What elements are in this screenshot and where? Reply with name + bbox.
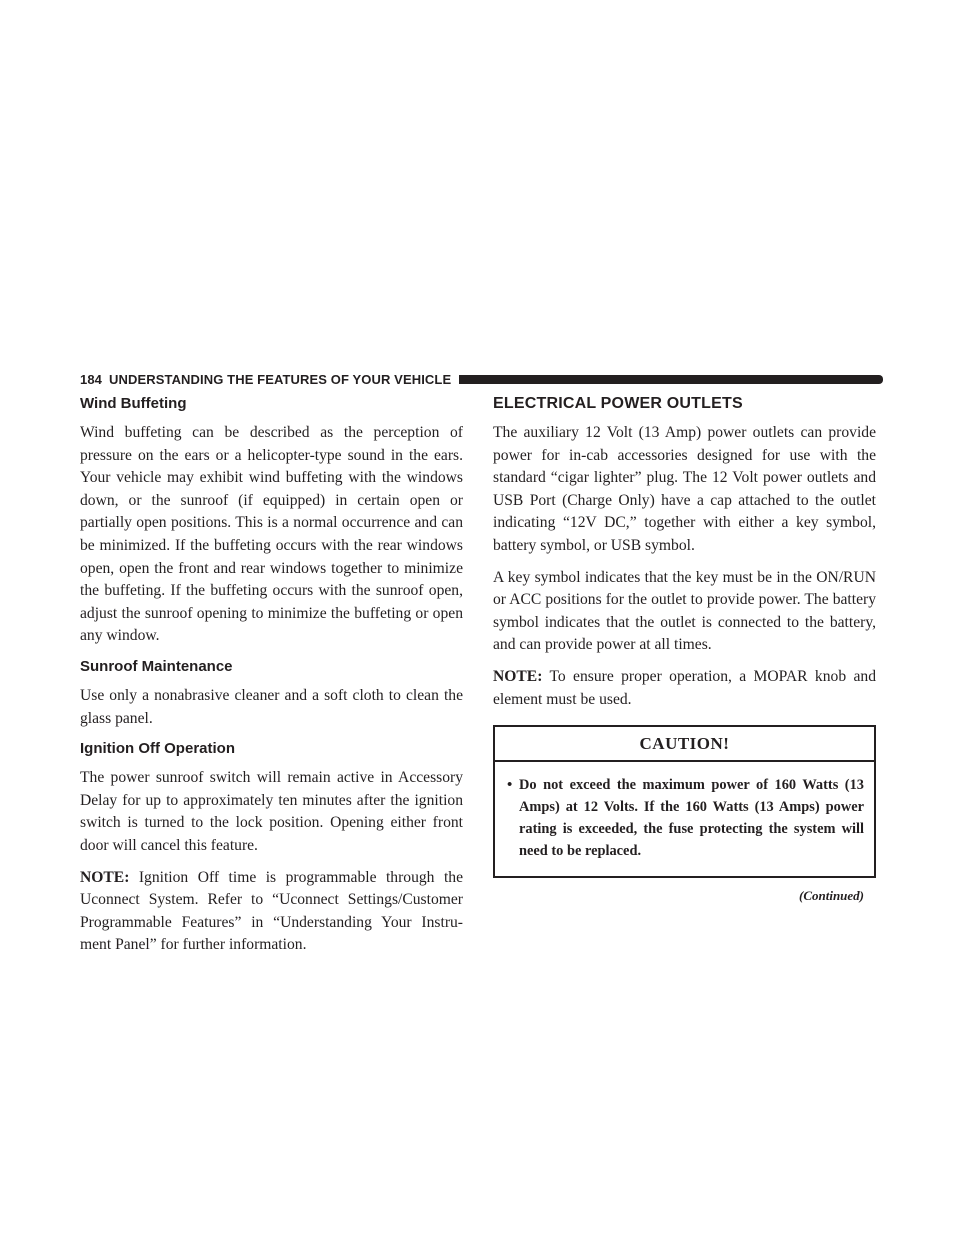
page-header [80,368,883,390]
sunroof-maintenance-heading: Sunroof Maintenance [80,657,233,675]
sunroof-maintenance-paragraph: Use only a nonabrasive cleaner and a soft cloth to clean the glass panel. [80,686,463,727]
section-title: UNDERSTANDING THE FEATURES OF YOUR VEHICLE [109,371,452,387]
page-number: 184 [80,371,102,387]
note-label: NOTE: [80,868,130,886]
power-outlets-note [493,666,876,711]
wind-buffeting-heading: Wind Buffeting [80,395,187,412]
caution-box [493,725,876,878]
power-outlets-paragraph-1: The auxiliary 12 Volt (13 Amp) power outlets can provide power for in-cab accessories designed for use with the standard “cigar lighter” plug. The 12 Volt power outlets and USB Port (Charge Only) have a cap attached to the outlet indicating “12V DC,” together with either a key symbol, battery symbol, or USB symbol. [493,424,876,554]
header-rule [459,375,883,384]
note-text: Ignition Off time is programmable through the Uconnect System. Refer to “Uconnect Settings/Customer Programmable Features” in “Understanding Your Instru-ment Panel” for further information. [80,868,463,954]
power-outlets-paragraph-2: A key symbol indicates that the key must be in the ON/RUN or ACC positions for the outlet to provide power. The battery symbol indicates that the outlet is connected to the battery, and can provide power at all times. [493,568,876,654]
note-text: To ensure proper operation, a MOPAR knob and element must be used. [493,667,876,708]
caution-text: Do not exceed the maximum power of 160 Watts (13 Amps) at 12 Volts. If the 160 Watts (13 Amps) power rating is exceeded, the fuse protecting the system will need to be replaced. [519,777,864,860]
caution-title: CAUTION! [495,727,874,762]
note-label: NOTE: [493,667,543,685]
wind-buffeting-paragraph: Wind buffeting can be described as the perception of pressure on the ears or a helicopter-type sound in the ears. Your vehicle may exhibit wind buffeting with the windows down, or the sunroof (if equipped) in certain open or partially open positions. This is a normal occurrence and can be minimized. If the buffeting occurs with the rear windows open, open the front and rear windows together to minimize the buffeting. If the buffeting occurs with the sunroof open, adjust the sunroof opening to minimize the buffeting or open any window. [80,424,463,645]
right-column [493,390,876,904]
bullet-icon: • [507,777,513,794]
ignition-off-heading: Ignition Off Operation [80,740,235,758]
continued-label: (Continued) [798,888,864,904]
ignition-note [80,867,463,957]
power-outlets-heading: ELECTRICAL POWER OUTLETS [493,395,743,412]
ignition-off-paragraph: The power sunroof switch will remain active in Accessory Delay for up to approximately ten minutes after the ignition switch is turned to the lock position. Opening either front door will cancel this feature. [80,769,463,854]
caution-body [495,762,874,876]
left-column [80,390,463,966]
